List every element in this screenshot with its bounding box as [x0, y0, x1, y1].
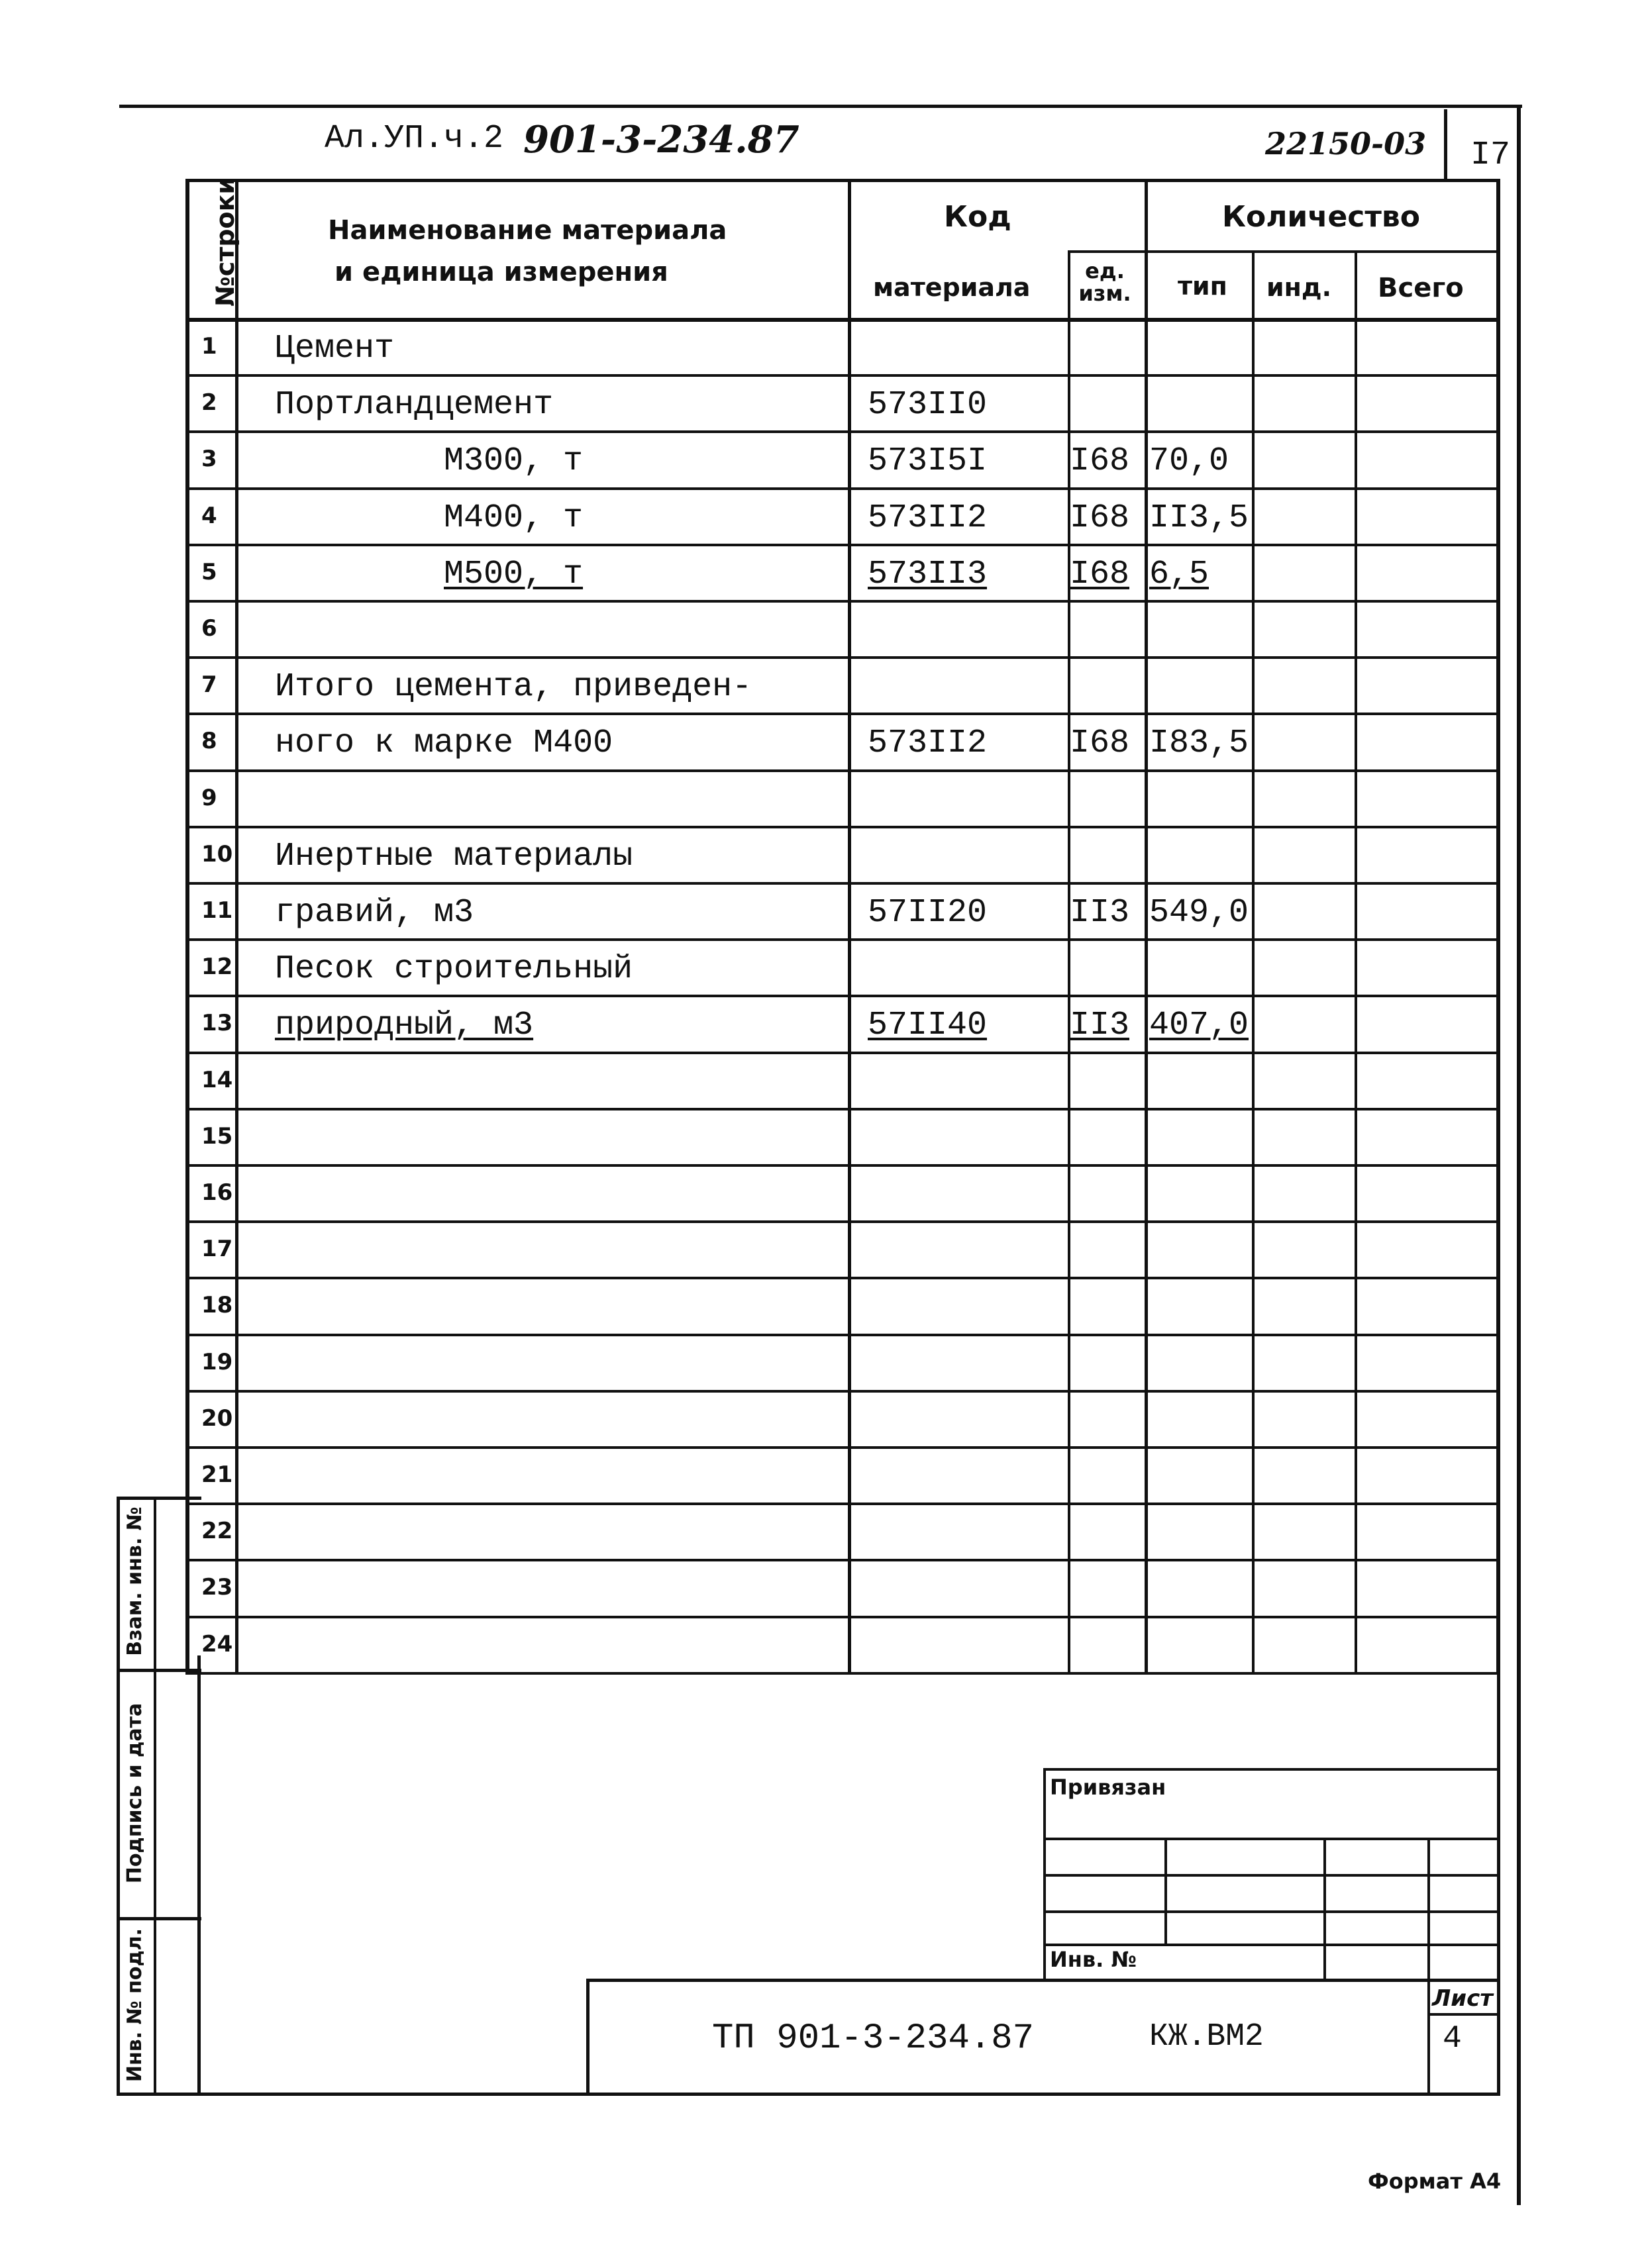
table-row [185, 656, 1498, 713]
table-row [185, 430, 1498, 487]
material-code: 573II0 [868, 386, 988, 424]
type-quantity: 407,0 [1149, 1007, 1249, 1045]
row-number: 4 [201, 502, 217, 529]
material-name: ного к марке М400 [275, 724, 613, 763]
unit-code: I68 [1070, 499, 1130, 537]
stamp-left-edge [117, 1497, 120, 2096]
material-name: Портландцемент [275, 386, 554, 424]
signature-date-label: Подпись и дата [123, 1702, 146, 1884]
title-main-left [586, 1979, 590, 2096]
header-subdivider [1068, 250, 1498, 253]
table-row [185, 882, 1498, 938]
row-number: 10 [201, 840, 233, 867]
row-number: 14 [201, 1066, 233, 1093]
row-number: 24 [201, 1630, 233, 1657]
table-row [185, 1616, 1498, 1672]
table-top-border [185, 179, 1498, 182]
row-number: 8 [201, 728, 217, 755]
type-qty-header: тип [1178, 271, 1227, 301]
unit-code: I68 [1070, 724, 1130, 763]
sheet-box-left [1427, 1979, 1430, 2096]
name-header-line1: Наименование материала [328, 215, 727, 246]
bound-col-3 [1427, 1838, 1430, 1980]
material-name: Песок строительный [275, 950, 633, 989]
unit-code: I68 [1070, 442, 1130, 481]
table-row [185, 1108, 1498, 1164]
bound-block-top [1043, 1768, 1500, 1771]
material-name: М300, т [444, 442, 584, 481]
table-row [185, 318, 1498, 374]
row-number: 3 [201, 446, 217, 473]
table-row [185, 1390, 1498, 1446]
top-rule [119, 105, 1522, 108]
table-row [185, 995, 1498, 1051]
material-code: 57II20 [868, 894, 988, 932]
unit-code: II3 [1070, 1007, 1130, 1045]
material-code: 573II3 [868, 555, 988, 593]
row-number: 17 [201, 1236, 233, 1263]
bound-row-2 [1043, 1874, 1500, 1877]
replacement-inventory-label: Взам. инв. № [123, 1506, 146, 1656]
type-quantity: 70,0 [1149, 442, 1229, 481]
page-number: I7 [1470, 136, 1511, 174]
row-number: 1 [201, 333, 217, 360]
stamp-inner-edge [154, 1497, 156, 2096]
title-main-top [586, 1979, 1500, 1982]
type-quantity: II3,5 [1149, 499, 1249, 537]
document-number: ТП 901-3-234.87 [712, 2018, 1035, 2059]
table-row [185, 713, 1498, 769]
row-number: 23 [201, 1574, 233, 1601]
table-row [185, 769, 1498, 826]
row-number: 18 [201, 1292, 233, 1319]
table-row [185, 374, 1498, 430]
row-number: 16 [201, 1179, 233, 1206]
material-name: М400, т [444, 499, 584, 537]
sheet-number: 4 [1443, 2021, 1462, 2057]
type-quantity: 549,0 [1149, 894, 1249, 932]
material-code: 573I5I [868, 442, 988, 481]
bound-label: Привязан [1050, 1775, 1166, 1800]
format-label: Формат А4 [1368, 2169, 1502, 2194]
row-number: 21 [201, 1461, 233, 1488]
row-number: 11 [201, 897, 233, 924]
ind-qty-header: инд. [1266, 273, 1332, 302]
material-code: 57II40 [868, 1007, 988, 1045]
table-row [185, 487, 1498, 544]
row-number: 2 [201, 389, 217, 417]
row-number: 12 [201, 954, 233, 981]
stamp-divider-1 [117, 1669, 201, 1672]
table-row [185, 1503, 1498, 1559]
material-name: Цемент [275, 330, 395, 368]
row-number: 6 [201, 615, 217, 642]
quantity-group-header: Количество [1222, 200, 1420, 234]
unit-code: II3 [1070, 894, 1130, 932]
row-number: 20 [201, 1405, 233, 1432]
bound-col-1 [1164, 1838, 1167, 1944]
type-quantity: I83,5 [1149, 724, 1249, 763]
material-code: 573II2 [868, 499, 988, 537]
bound-row-3 [1043, 1910, 1500, 1913]
project-number-handwritten: 901-3-234.87 [523, 118, 799, 162]
material-code-header: материала [873, 273, 1031, 302]
bound-col-2 [1323, 1838, 1326, 1980]
row-number: 9 [201, 784, 217, 811]
page-number-divider [1444, 109, 1447, 179]
table-row [185, 1334, 1498, 1390]
table-row [185, 544, 1498, 600]
table-row [185, 1164, 1498, 1220]
name-header-line2: и единица измерения [334, 257, 668, 287]
code-group-header: Код [944, 200, 1011, 234]
material-name: Итого цемента, приведен- [275, 668, 752, 707]
row-number: 5 [201, 558, 217, 585]
table-row [185, 826, 1498, 882]
table-row-line [185, 1672, 1498, 1675]
table-row [185, 1446, 1498, 1503]
material-name: Инертные материалы [275, 837, 633, 875]
total-qty-header: Всего [1378, 273, 1464, 303]
row-number: 13 [201, 1010, 233, 1037]
right-frame [1517, 105, 1521, 2205]
original-inventory-label: Инв. № подл. [123, 1928, 146, 2083]
stamp-bottom-edge [117, 2093, 201, 2096]
material-code: 573II2 [868, 724, 988, 763]
material-name: гравий, м3 [275, 894, 474, 932]
stamp-top-edge [117, 1497, 201, 1500]
row-number: 22 [201, 1518, 233, 1545]
row-number: 7 [201, 671, 217, 699]
lower-left-frame [197, 1655, 201, 2096]
material-name: природный, м3 [275, 1007, 534, 1045]
row-number: 15 [201, 1122, 233, 1150]
type-quantity: 6,5 [1149, 555, 1209, 593]
inventory-label: Инв. № [1050, 1947, 1137, 1972]
album-reference: Ал.УП.ч.2 [325, 120, 504, 158]
material-name: М500, т [444, 555, 584, 593]
unit-code: I68 [1070, 555, 1130, 593]
sheet-label: Лист [1432, 1985, 1493, 2012]
row-number-header: №строки [211, 177, 240, 307]
unit-code-header: ед. изм. [1078, 258, 1131, 306]
inventory-number-handwritten: 22150-03 [1265, 126, 1427, 162]
stamp-divider-2 [117, 1917, 201, 1920]
lower-bottom-frame [197, 2093, 1500, 2096]
sheet-box-divider [1427, 2013, 1500, 2016]
bound-row-4 [1043, 1944, 1500, 1946]
row-number: 19 [201, 1348, 233, 1375]
table-row [185, 938, 1498, 995]
table-row [185, 1559, 1498, 1615]
table-row [185, 1277, 1498, 1333]
table-row [185, 1052, 1498, 1108]
table-row [185, 600, 1498, 656]
document-code: КЖ.ВМ2 [1149, 2019, 1264, 2055]
table-row [185, 1220, 1498, 1277]
bound-row-1 [1043, 1838, 1500, 1840]
